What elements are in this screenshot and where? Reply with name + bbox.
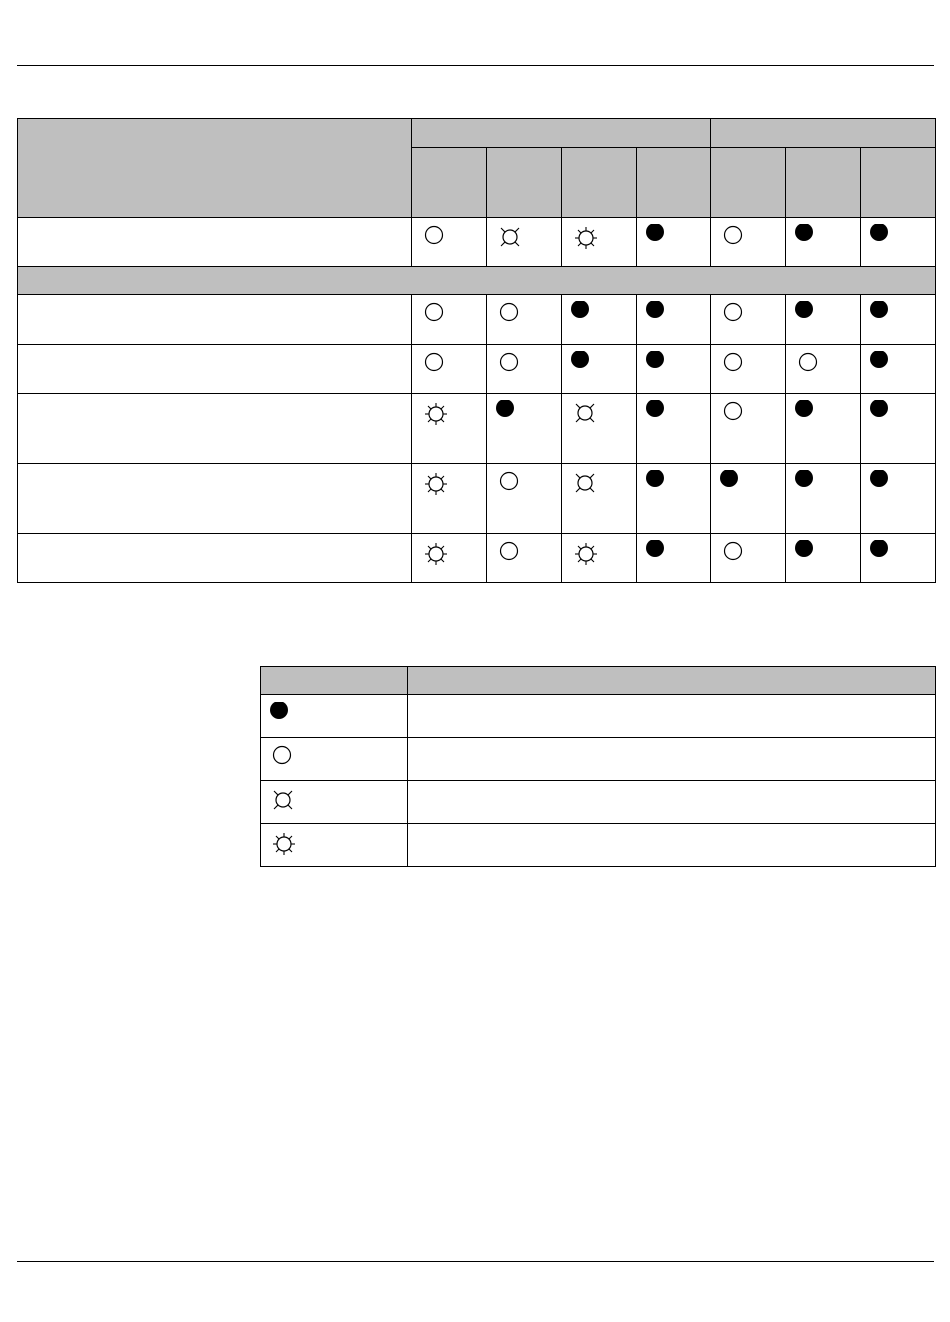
led-state-cell [636,345,711,394]
led-state-cell [636,534,711,583]
led-on-icon [645,224,711,254]
section-header-row [18,267,936,295]
led-state-cell [711,394,786,464]
led-on-icon [869,540,935,570]
legend-meaning-cell [408,738,936,781]
led-on-icon [869,224,935,254]
led-off-icon [424,351,486,381]
led-state-cell [486,345,561,394]
led-off-icon [723,224,785,254]
led-column-header [561,148,636,218]
led-column-header [412,148,487,218]
led-state-cell [786,394,861,464]
led-on-icon [794,400,860,430]
footer-rule [17,1261,934,1262]
led-state-cell [711,218,786,267]
legend-meaning-cell [408,824,936,867]
table-row [18,534,936,583]
led-off-icon [424,301,486,331]
status-label-cell [18,464,412,534]
legend-rows [261,695,936,867]
status-rows [18,218,936,583]
led-group-header-2 [711,119,936,148]
led-group-header-1 [412,119,711,148]
led-on-icon [794,301,860,331]
led-off-icon [499,301,561,331]
led-off-icon [499,351,561,381]
led-state-cell [786,345,861,394]
led-state-cell [861,464,936,534]
led-state-cell [561,394,636,464]
led-on-icon [495,400,561,430]
led-state-cell [486,295,561,345]
led-state-cell [711,534,786,583]
led-state-cell [561,534,636,583]
led-state-cell [636,464,711,534]
led-blink-fast-icon [272,830,407,860]
led-state-cell [861,394,936,464]
led-off-icon [723,351,785,381]
status-label-cell [18,534,412,583]
legend-symbol-cell [261,738,408,781]
led-state-cell [412,394,487,464]
led-on-icon [269,702,407,732]
led-blink-fast-icon [424,470,486,500]
legend-symbol-header [261,667,408,695]
led-state-cell [412,345,487,394]
led-state-cell [561,295,636,345]
led-on-icon [645,540,711,570]
led-state-cell [561,464,636,534]
led-off-icon [499,540,561,570]
legend-meaning-cell [408,781,936,824]
led-status-table [17,118,936,583]
led-column-header [636,148,711,218]
led-on-icon [869,400,935,430]
led-on-icon [645,301,711,331]
led-blink-fast-icon [574,540,636,570]
led-on-icon [869,351,935,381]
led-column-header [711,148,786,218]
led-state-cell [412,295,487,345]
led-on-icon [645,400,711,430]
legend-row [261,781,936,824]
led-on-icon [645,470,711,500]
led-off-icon [723,540,785,570]
led-state-cell [412,534,487,583]
led-state-cell [861,218,936,267]
header-rule [17,65,934,66]
led-column-header [861,148,936,218]
status-label-cell [18,394,412,464]
led-blink-slow-icon [574,400,636,430]
led-state-cell [561,345,636,394]
led-column-header [786,148,861,218]
led-blink-fast-icon [424,400,486,430]
led-state-cell [486,218,561,267]
led-state-cell [412,464,487,534]
legend-table [260,666,936,867]
led-off-icon [723,400,785,430]
table-row [18,295,936,345]
led-state-cell [786,218,861,267]
legend-meaning-header [408,667,936,695]
led-on-icon [794,470,860,500]
led-off-icon [723,301,785,331]
led-state-cell [861,534,936,583]
led-state-cell [636,295,711,345]
led-blink-fast-icon [574,224,636,254]
legend-symbol-cell [261,824,408,867]
table-row [18,218,936,267]
led-on-icon [570,351,636,381]
led-state-cell [561,218,636,267]
led-on-icon [869,301,935,331]
led-state-cell [412,218,487,267]
legend-row [261,738,936,781]
status-label-cell [18,345,412,394]
legend-row [261,695,936,738]
led-blink-slow-icon [272,787,407,817]
led-state-cell [486,394,561,464]
led-state-cell [786,464,861,534]
legend-symbol-cell [261,781,408,824]
led-on-icon [645,351,711,381]
led-state-cell [636,394,711,464]
led-on-icon [719,470,785,500]
led-blink-fast-icon [424,540,486,570]
status-header-cell [18,119,412,218]
led-state-cell [861,295,936,345]
led-state-cell [861,345,936,394]
table-row [18,464,936,534]
led-state-cell [786,295,861,345]
status-label-cell [18,295,412,345]
led-state-cell [711,464,786,534]
section-header-cell [18,267,936,295]
led-blink-slow-icon [574,470,636,500]
led-state-cell [636,218,711,267]
legend-symbol-cell [261,695,408,738]
legend-row [261,824,936,867]
led-off-icon [798,351,860,381]
led-state-cell [711,295,786,345]
led-off-icon [272,744,407,774]
led-blink-slow-icon [499,224,561,254]
led-state-cell [486,534,561,583]
led-state-cell [486,464,561,534]
led-off-icon [424,224,486,254]
table-row [18,345,936,394]
table-row [18,394,936,464]
led-on-icon [794,540,860,570]
status-label-cell [18,218,412,267]
led-on-icon [570,301,636,331]
legend-meaning-cell [408,695,936,738]
led-on-icon [794,224,860,254]
led-on-icon [869,470,935,500]
led-column-header [486,148,561,218]
led-off-icon [499,470,561,500]
led-state-cell [786,534,861,583]
led-state-cell [711,345,786,394]
